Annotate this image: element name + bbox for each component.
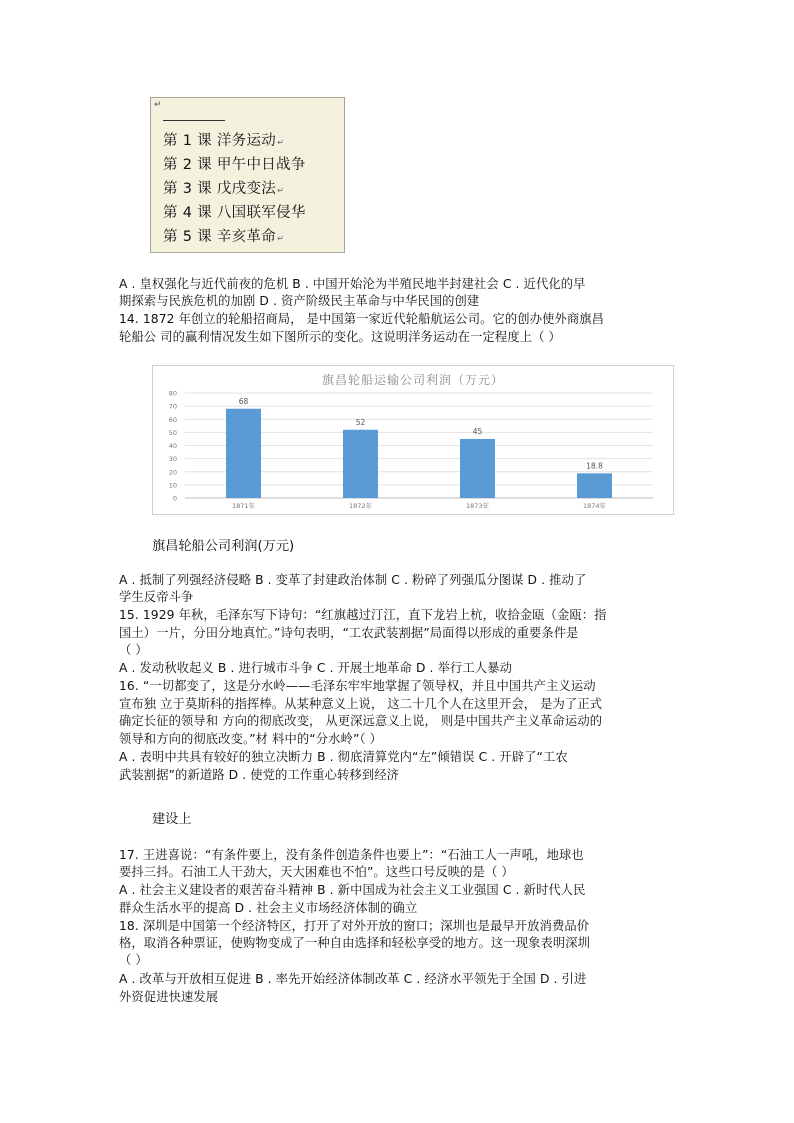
text-line: 国土）一片，分田分地真忙。”诗句表明，“工农武装割据”局面得以形成的重要条件是	[119, 626, 579, 640]
x-tick-label: 1872年	[348, 502, 373, 510]
data-label: 68	[238, 396, 249, 406]
data-label: 45	[472, 426, 483, 436]
bar	[577, 473, 612, 498]
data-label: 52	[355, 417, 366, 427]
lesson-list-box	[150, 97, 345, 253]
divider	[163, 120, 225, 121]
y-tick-label: 20	[168, 468, 177, 477]
y-tick-label: 50	[168, 428, 177, 437]
paragraph-mark-icon: ↵	[154, 100, 162, 110]
y-tick-label: 70	[168, 402, 177, 411]
text-line: （ ）	[119, 643, 148, 657]
bar	[460, 439, 495, 498]
text-line: 确定长征的领导和 方向的彻底改变， 从更深远意义上说， 则是中国共产主义革命运动的	[119, 714, 603, 728]
chart-title: 旗昌轮船运输公司利润（万元）	[321, 373, 504, 387]
text-line: A . 皇权强化与近代前夜的危机 B . 中国开始沦为半殖民地半封建社会 C . 近代化的早	[119, 277, 586, 291]
text-line: A . 表明中共具有较好的独立决断力 B . 彻底清算党内“左”倾错误 C . 开辟了“工农	[119, 750, 568, 764]
text-line: 要抖三抖。石油工人干劲大，天大困难也不怕”。这些口号反映的是（ ）	[119, 865, 514, 879]
text-line: A . 改革与开放相互促进 B . 率先开始经济体制改革 C . 经济水平领先于全国 D . 引进	[119, 972, 587, 986]
bar	[226, 409, 261, 498]
text-line: A . 发动秋收起义 B . 进行城市斗争 C . 开展土地革命 D . 举行工人暴动	[119, 661, 512, 675]
lesson-item: 第 1 课 洋务运动↵	[163, 133, 285, 149]
text-line: A . 社会主义建设者的艰苦奋斗精神 B . 新中国成为社会主义工业强国 C . 新时代人民	[119, 883, 586, 897]
y-tick-label: 40	[168, 442, 177, 450]
x-tick-label: 1874年	[582, 502, 607, 510]
text-line: 外资促进快速发展	[119, 990, 219, 1004]
y-tick-label: 0	[172, 494, 177, 503]
text-line: 学生反帝斗争	[119, 590, 194, 604]
data-label: 18.8	[586, 461, 603, 471]
text-line: 宣布独 立于莫斯科的指挥棒。从某种意义上说， 这二十几个人在这里开会， 是为了正式	[119, 697, 603, 711]
text-line: 14. 1872 年创立的轮船招商局， 是中国第一家近代轮船航运公司。它的创办使外商旗昌	[119, 312, 605, 326]
text-line: 15. 1929 年秋，毛泽东写下诗句：“红旗越过汀江，直下龙岩上杭，收拾金瓯（金瓯：指	[119, 608, 607, 622]
text-line: 领导和方向的彻底改变。”材 料中的“分水岭”（ ）	[119, 732, 383, 746]
text-line: 17. 王进喜说：“有条件要上，没有条件创造条件也要上”：“石油工人一声吼，地球也	[119, 848, 584, 862]
text-line: 群众生活水平的提高 D . 社会主义市场经济体制的确立	[119, 901, 418, 915]
lesson-item: 第 2 课 甲午中日战争	[163, 157, 306, 173]
text-line: 格，取消各种票证，使购物变成了一种自由选择和轻松享受的地方。这一现象表明深圳	[119, 936, 591, 950]
profit-bar-chart	[152, 365, 674, 515]
y-tick-label: 30	[168, 455, 177, 464]
lesson-item: 第 3 课 戊戌变法↵	[163, 181, 285, 197]
text-line: 轮船公 司的赢利情况发生如下图所示的变化。这说明洋务运动在一定程度上（ ）	[119, 330, 561, 344]
chart-plot	[153, 366, 673, 514]
lesson-item: 第 4 课 八国联军侵华	[163, 205, 306, 221]
x-tick-label: 1871年	[231, 502, 256, 510]
y-tick-label: 80	[168, 389, 177, 398]
text-line: A . 抵制了列强经济侵略 B . 变革了封建政治体制 C . 粉碎了列强瓜分图谋 D . 推动了	[119, 573, 587, 587]
bar	[343, 430, 378, 498]
text-line: 武装割据”的新道路 D . 使党的工作重心转移到经济	[119, 768, 400, 782]
x-tick-label: 1873年	[465, 502, 490, 510]
text-line: （ ）	[119, 953, 148, 967]
chart-caption: 旗昌轮船公司利润(万元)	[152, 539, 295, 554]
y-tick-label: 60	[168, 415, 177, 424]
text-line: 建设上	[152, 812, 192, 827]
text-line: 期探索与民族危机的加剧 D . 资产阶级民主革命与中华民国的创建	[119, 294, 480, 308]
y-tick-label: 10	[168, 481, 177, 490]
lesson-item: 第 5 课 辛亥革命↵	[163, 229, 285, 245]
text-line: 16. “一切都变了，这是分水岭——毛泽东牢牢地掌握了领导权，并且中国共产主义运动	[119, 679, 596, 693]
text-line: 18. 深圳是中国第一个经济特区，打开了对外开放的窗口；深圳也是最早开放消费品价	[119, 919, 590, 933]
